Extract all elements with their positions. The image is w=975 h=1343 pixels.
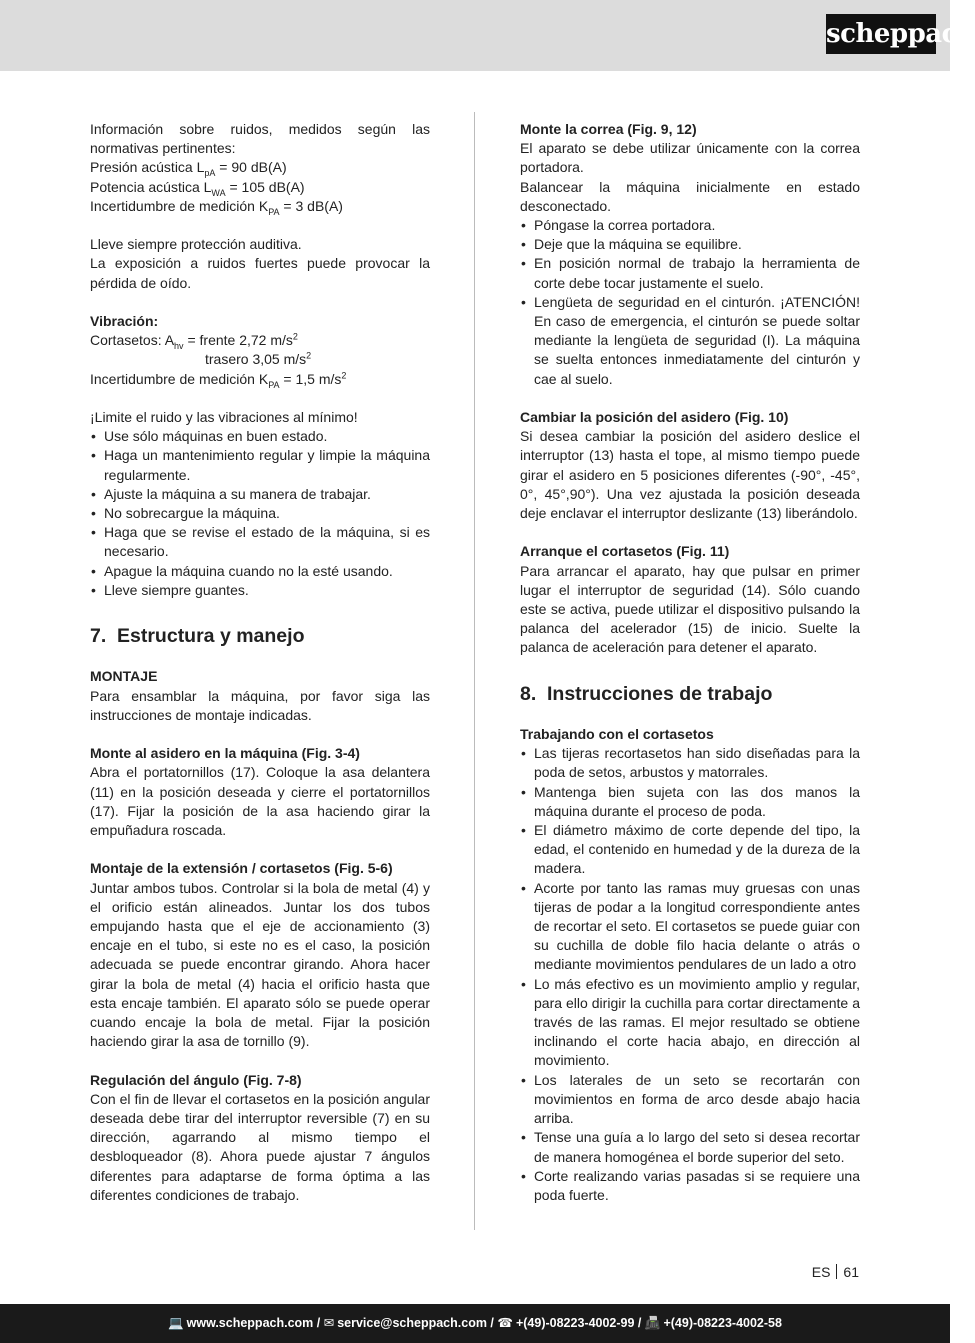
montaje-heading: MONTAJE [90,668,158,685]
limit-notice: ¡Limite el ruido y las vibraciones al mínimo! [90,409,358,425]
working-heading: Trabajando con el cortasetos [520,726,714,743]
vibration-uncertainty: Incertidumbre de medición $K_{PA} = 1,5$ $m/s^2$ [90,369,347,390]
phone-icon: ☎ [497,1316,513,1330]
handle-position-heading: Cambiar la posición del asidero (Fig. 10) [520,409,789,426]
measurement-uncertainty: Incertidumbre de medición $K_{PA} = 3$ dB(A) [90,197,343,217]
mail-icon: ✉ [323,1316,335,1330]
vibration-front: Cortasetos: $A_{hv}$ = frente 2,72 $m/s^2$ [90,331,298,351]
scheppach-logo: scheppach [826,14,936,54]
extension-heading: Montaje de la extensión / cortasetos (Fig. 5-6) [90,860,393,877]
strap-bullet-list [520,216,860,389]
hearing-protection: Lleve siempre protección auditiva. [90,236,302,253]
list-item: • Haga un mantenimiento regular y limpie la máquina regularmente. [90,446,430,484]
list-item: • Lleve siempre guantes. [90,581,430,600]
phone-number: +(49)-08223-4002-99 [515,1316,635,1330]
extension-text: Juntar ambos tubos. Controlar si la bola de metal (4) y el orificio están alineados. Juntar los dos tubos empujando hasta que el eje de accionamiento (3) encaje en el tubo, si este no es el caso, la posición adecuada se puede encontrar girando. Ahora hacer girar la bola de metal (4) hacia el orificio hasta que esta encaje también. El aparato sólo se puede operar cuando encaje la bola de metal. Fijar la posición haciendo girar la asa de tornillo (9). [90,879,430,1050]
strap-text-2: Balancear la máquina inicialmente en estado desconectado. [520,178,860,214]
list-item: • Corte realizando varias pasadas si se requiere una poda fuerte. [520,1167,860,1205]
left-column [90,120,430,1205]
language-code: ES [811,1264,831,1280]
list-item: • Lo más efectivo es un movimiento amplio y regular, para ello dirigir la cuchilla para cortar directamente a través de las ramas. El mejor resultado se obtiene inclinando el corte hacia abajo, en dirección al movimiento. [520,975,860,1071]
fax-icon: 📠 [644,1316,661,1330]
computer-icon: 💻 [168,1316,184,1330]
vibration-rear: trasero 3,05 $m/s^2$ [205,350,312,368]
list-item: • Los laterales de un seto se recortarán con movimientos en forma de arco desde abajo hacia arriba. [520,1071,860,1129]
list-item: • Las tijeras recortasetos han sido diseñadas para la poda de setos, arbustos y matorrales. [520,744,860,782]
strap-heading: Monte la correa (Fig. 9, 12) [520,121,697,137]
working-bullet-list [520,744,860,1205]
website-link[interactable]: www.scheppach.com [186,1316,314,1330]
list-item: • Acorte por tanto las ramas muy gruesas con unas tijeras de podar a la longitud correspondiente antes de recortar el seto. El cortasetos se puede guiar con su cuchilla de doble filo hacia delante o atrás o mediante movimientos pendulares de un lado a otro [520,879,860,975]
list-item: • No sobrecargue la máquina. [90,504,430,523]
list-item: • En posición normal de trabajo la herramienta de corte debe tocar justamente el suelo. [520,254,860,292]
angle-text: Con el fin de llevar el cortasetos en la posición angular deseada debe tirar del interruptor reversible (7) en su dirección, agarrando al mismo tiempo el desbloqueador (8). Ahora puede ajustar 7 ángulos diferentes para adaptarse de forma óptima a las diferentes condiciones de trabajo. [90,1090,430,1203]
contact-footer: 💻 www.scheppach.com / ✉ service@scheppach.com / ☎ +(49)-08223-4002-99 / 📠 +(49)-08223-4002-58 [0,1304,950,1343]
angle-heading: Regulación del ángulo (Fig. 7-8) [90,1071,302,1088]
exposure-warning: La exposición a ruidos fuertes puede provocar la pérdida de oído. [90,255,430,291]
list-item: • Deje que la máquina se equilibre. [520,235,860,254]
sound-power: Potencia acústica $L_{WA} = 105$ dB(A) [90,178,305,198]
list-item: • El diámetro máximo de corte depende del tipo, la edad, el contenido en humedad y de la dureza de la madera. [520,821,860,879]
sound-pressure: Presión acústica $L_{pA} = 90$ dB(A) [90,159,287,179]
noise-intro: Información sobre ruidos, medidos según las normativas pertinentes: [90,121,430,157]
email-link[interactable]: service@scheppach.com [337,1316,487,1330]
page-number-value: 61 [843,1264,859,1280]
list-item: • Use sólo máquinas en buen estado. [90,427,430,446]
strap-text-1: El aparato se debe utilizar únicamente con la correa portadora. [520,140,860,176]
montaje-text: Para ensamblar la máquina, por favor siga las instrucciones de montaje indicadas. [90,687,430,723]
noise-bullet-list [90,427,430,600]
header-bar [0,0,975,71]
list-item: • Haga que se revise el estado de la máquina, si es necesario. [90,523,430,561]
column-divider [474,112,475,1230]
section-8-heading: 8. Instrucciones de trabajo [520,682,773,705]
list-item: • Póngase la correa portadora. [520,216,860,235]
section-7-heading: 7. Estructura y manejo [90,625,305,648]
handle-mount-text: Abra el portatornillos (17). Coloque la asa delantera (11) en la posición deseada y cierre el portatornillos (17). Fijar la posición de la asa haciendo girar la empuñadura roscada. [90,764,430,839]
list-item: • Lengüeta de seguridad en el cinturón. ¡ATENCIÓN! En caso de emergencia, el cinturón se puede soltar mediante la lengüeta de seguridad (I). La máquina se suelta entonces inmediatamente del cinturón y cae al suelo. [520,293,860,389]
list-item: • Ajuste la máquina a su manera de trabajar. [90,485,430,504]
list-item: • Tense una guía a lo largo del seto si desea recortar de manera homogénea el borde superior del seto. [520,1128,860,1166]
list-item: • Apague la máquina cuando no la esté usando. [90,562,430,581]
fax-number: +(49)-08223-4002-58 [663,1316,782,1330]
page-number [812,1264,859,1280]
start-heading: Arranque el cortasetos (Fig. 11) [520,543,730,560]
right-column [520,120,860,1205]
start-text: Para arrancar el aparato, hay que pulsar en primer lugar el interruptor de seguridad (14). Sólo cuando este se activa, puede utilizar el dispositivo pulsando la palanca del acelerador (15) de inicio. Suelte la palanca de aceleración para detener el aparato. [520,562,860,656]
list-item: • Mantenga bien sujeta con las dos manos la máquina durante el proceso de poda. [520,783,860,821]
handle-mount-heading: Monte al asidero en la máquina (Fig. 3-4) [90,745,360,762]
vibration-heading: Vibración: [90,313,159,329]
handle-position-text: Si desea cambiar la posición del asidero deslice el interruptor (13) hasta el tope, al mismo tiempo puede girar el asidero en 5 posiciones diferentes (-90°, -45°, 0°, 45°,90°). Una vez ajustada la posición deseada deje enclavar el interruptor deslizante (13) liberándolo. [520,428,860,522]
